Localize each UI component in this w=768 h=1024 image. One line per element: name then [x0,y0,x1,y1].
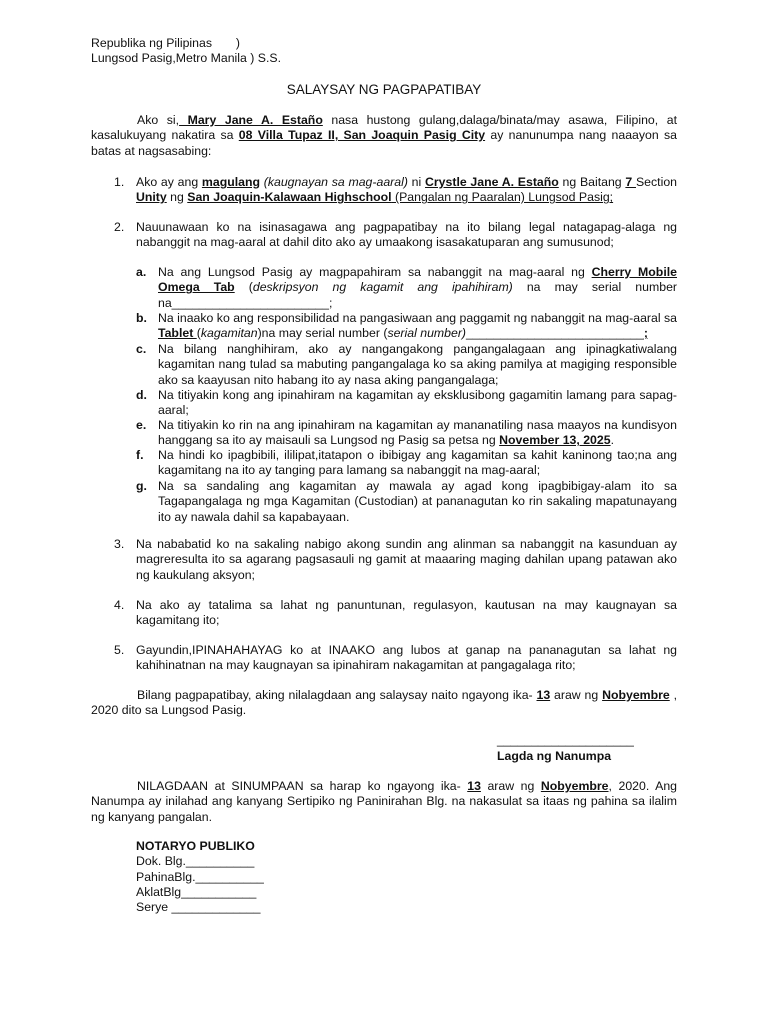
relation: magulang [201,175,260,189]
closing-paragraph: Bilang pagpapatibay, aking nilalagdaan ang salaysay naito ngayong ika- 13 araw ng Nobyembre , 2020 dito sa Lungsod Pasig. [91,688,677,718]
school-name: San Joaquin-Kalawaan Highschool [187,190,392,205]
signature-label: Lagda ng Nanumpa [497,749,612,763]
closing-month: Nobyembre [602,688,670,702]
header-line-2: Lungsod Pasig,Metro Manila ) S.S. [91,51,282,66]
section-name: Unity [136,190,167,205]
item-4-number: 4. [114,598,125,612]
item-1-text: Ako ay ang magulang (kaugnayan sa mag-aaral) ni Crystle Jane A. Estaño ng Baitang 7 Section Unity ng San Joaquin-Kalawaan Highschool (Pangalan ng Paaralan) Lungsod Pasig; [136,175,678,205]
header [91,36,391,67]
subitem-c-text: Na bilang nanghihiram, ako ay nangangakong pangangalagaan ang ipinagkatiwalang kagamitan nang tulad sa mabuting pangangalaga ko sa aking pamilya at magiging responsible ako sa kaayusan nito habang ito ay nasa aking pangangalaga; [158,342,677,387]
item-2-number: 2. [114,220,125,234]
notary-book-number: AklatBlg___________ [136,884,257,899]
signature-line: ____________________ [497,733,634,747]
notary-title: NOTARYO PUBLIKO [136,839,255,853]
item-4-text: Na ako ay tatalima sa lahat ng panuntunan, regulasyon, kautusan na may kaugnayan sa kagamitang ito; [136,598,677,628]
sworn-month: Nobyembre [540,779,609,793]
subitem-e-text: Na titiyakin ko rin na ang ipinahiram na kagamitan ay mananatiling nasa maayos na kundisyon hanggang sa ito ay maisauli sa Lungsod ng Pasig sa petsa ng November 13, 2025. [158,418,677,448]
item-5-text: Gayundin,IPINAHAHAYAG ko at INAAKO ang lubos at ganap na pananagutan sa lahat ng kahihinatnan na may kaugnayan sa ipinahiram nakagamitan at pangagalaga rito; [136,643,677,673]
subitem-g-text: Na sa sandaling ang kagamitan ay mawala ay agad kong ipagbibigay-alam ito sa Tagapangalaga ng mga Kagamitan (Custodian) at pananagutan ko rin sakaling mapatunayang ito ay nawala dahil sa kapabayaan. [158,479,677,524]
return-date: November 13, 2025 [499,433,611,448]
document-title: SALAYSAY NG PAGPAPATIBAY [286,82,482,97]
notary-series: Serye _____________ [136,900,261,915]
item-1-number: 1. [114,175,125,189]
subitem-b-text: Na inaako ko ang responsibilidad na pangasiwaan ang paggamit ng nabanggit na mag-aaral sa Tablet (kagamitan)na may serial number (serial number)__________________________; [158,311,677,341]
subitem-d-letter: d. [136,388,147,402]
subitem-b-letter: b. [136,311,147,325]
subitem-e-letter: e. [136,418,147,432]
subitem-a-letter: a. [136,265,147,279]
item-3-number: 3. [114,537,125,551]
sworn-paragraph: NILAGDAAN at SINUMPAAN sa harap ko ngayong ika- 13 araw ng Nobyembre, 2020. Ang Nanumpa ay inilahad ang kanyang Sertipiko ng Paninirahan Blg. na nakasulat sa itaas ng pahina sa ilalim ng kanyang pangalan. [91,779,677,824]
notary-doc-number: Dok. Blg.__________ [136,854,255,869]
subitem-g-letter: g. [136,479,147,493]
device-name: Cherry Mobile Omega Tab [158,265,677,295]
item-type: Tablet [158,326,197,341]
intro-paragraph: Ako si, Mary Jane A. Estaño nasa hustong gulang,dalaga/binata/may asawa, Filipino, at kasalukuyang nakatira sa 08 Villa Tupaz II, San Joaquin Pasig City ay nanunumpa nang naaayon sa batas at nagsasabing: [91,113,677,158]
affiant-address: 08 Villa Tupaz II, San Joaquin Pasig City [238,128,486,143]
affiant-name: Mary Jane A. Estaño [179,113,323,127]
notary-page-number: PahinaBlg.__________ [136,869,264,884]
item-5-number: 5. [114,643,125,657]
item-2-text: Nauunawaan ko na isinasagawa ang pagpapatibay na ito bilang legal natagapag-alaga ng nabanggit na mag-aaral at dahil dito ako ay umaakong isasakatuparan ang sumusunod; [136,220,677,250]
subitem-c-letter: c. [136,342,147,356]
header-line-1: Republika ng Pilipinas ) [91,36,241,50]
item-3-text: Na nababatid ko na sakaling nabigo akong sundin ang alinman sa nabanggit na kasunduan ay magreresulta ito sa agarang pagsasauli ng gamit at maaaring maging dahilan upang patawan ako ng kaukulang aksyon; [136,537,677,582]
subitem-f-letter: f. [136,448,144,462]
subitem-f-text: Na hindi ko ipagbibili, ililipat,itatapon o ibibigay ang kagamitan sa kahit kaninong tao;na ang kagamitang na ito ay tanging para lamang sa nabanggit na mag-aaral; [158,448,677,478]
grade-level: 7 [625,175,636,189]
sworn-day: 13 [467,779,481,793]
notary-block [136,839,264,915]
subitem-d-text: Na titiyakin kong ang ipinahiram na kagamitan ay eksklusibong gagamitin lamang para sapag-aaral; [158,388,677,418]
subitem-a-text: Na ang Lungsod Pasig ay magpapahiram sa nabanggit na mag-aaral ng Cherry Mobile Omega Tab (deskripsyon ng kagamit ang ipahihiram) na may serial number na_______________________; [158,265,677,310]
closing-day: 13 [536,688,551,702]
student-name: Crystle Jane A. Estaño [425,175,559,189]
